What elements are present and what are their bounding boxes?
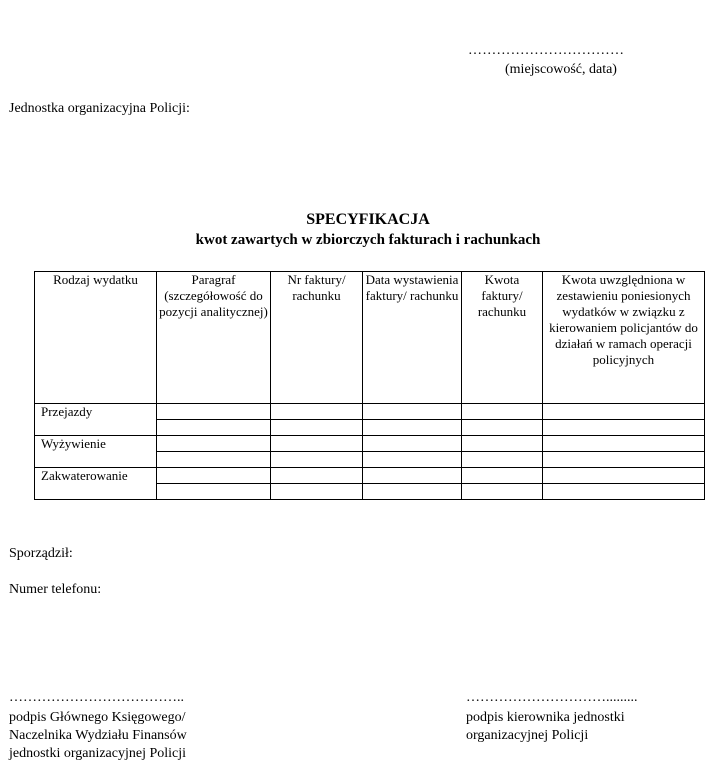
table-cell[interactable] [157,404,271,420]
table-row [35,436,705,452]
table-cell[interactable] [271,404,363,420]
table-cell[interactable] [157,436,271,452]
signature-caption-line: podpis kierownika jednostki [466,710,625,725]
title-subtitle: kwot zawartych w zbiorczych fakturach i rachunkach [195,232,541,248]
table-cell[interactable] [462,468,543,484]
prepared-by-label: Sporządził: [9,546,73,561]
place-date-caption: (miejscowość, data) [505,62,617,77]
table-cell[interactable] [543,436,705,452]
table-header-row [35,272,705,404]
signature-caption-line: organizacyjnej Policji [466,728,589,743]
table-cell[interactable] [543,452,705,468]
table-cell[interactable] [543,484,705,500]
signature-line-chief-accountant: ……………………………….. [9,690,184,705]
header-paragraph: Paragraf (szczegółowość do pozycji analitycznej) [157,272,271,404]
category-cell: Zakwaterowanie [35,468,157,500]
table-cell[interactable] [271,468,363,484]
table-cell[interactable] [543,420,705,436]
table-cell[interactable] [462,484,543,500]
table-cell[interactable] [363,404,462,420]
table-cell[interactable] [157,452,271,468]
table-cell[interactable] [157,484,271,500]
header-issue-date: Data wystawienia faktury/ rachunku [363,272,462,404]
signature-line-unit-head: …………………………......... [466,690,638,705]
table-cell[interactable] [271,436,363,452]
table-cell[interactable] [462,420,543,436]
table-cell[interactable] [271,484,363,500]
table-cell[interactable] [543,404,705,420]
header-included-amount: Kwota uwzględniona w zestawieniu poniesionych wydatków w związku z kierowaniem policjantów do działań w ramach operacji policyjnych [543,272,705,404]
table-row [35,404,705,420]
title-main: SPECYFIKACJA [306,211,430,228]
table-cell[interactable] [271,420,363,436]
table-cell[interactable] [157,420,271,436]
signature-caption-chief-accountant [9,709,187,763]
category-cell: Przejazdy [35,404,157,436]
table-cell[interactable] [363,420,462,436]
table-row [35,468,705,484]
table-cell[interactable] [543,468,705,484]
place-date-dots: …………………………… [468,43,625,58]
police-unit-label: Jednostka organizacyjna Policji: [9,101,190,116]
document-title [0,210,710,250]
specification-table [34,271,705,500]
header-invoice-amount: Kwota faktury/ rachunku [462,272,543,404]
table-cell[interactable] [462,436,543,452]
table-cell[interactable] [462,452,543,468]
signature-caption-line: jednostki organizacyjnej Policji [9,746,187,761]
header-expense-type: Rodzaj wydatku [35,272,157,404]
header-invoice-number: Nr faktury/ rachunku [271,272,363,404]
signature-caption-unit-head [466,709,625,745]
table-cell[interactable] [157,468,271,484]
phone-number-label: Numer telefonu: [9,582,102,597]
table-cell[interactable] [363,468,462,484]
signature-caption-line: podpis Głównego Księgowego/ [9,710,186,725]
table-cell[interactable] [271,452,363,468]
category-cell: Wyżywienie [35,436,157,468]
table-cell[interactable] [462,404,543,420]
table-cell[interactable] [363,436,462,452]
table-cell[interactable] [363,484,462,500]
signature-caption-line: Naczelnika Wydziału Finansów [9,728,187,743]
table-cell[interactable] [363,452,462,468]
